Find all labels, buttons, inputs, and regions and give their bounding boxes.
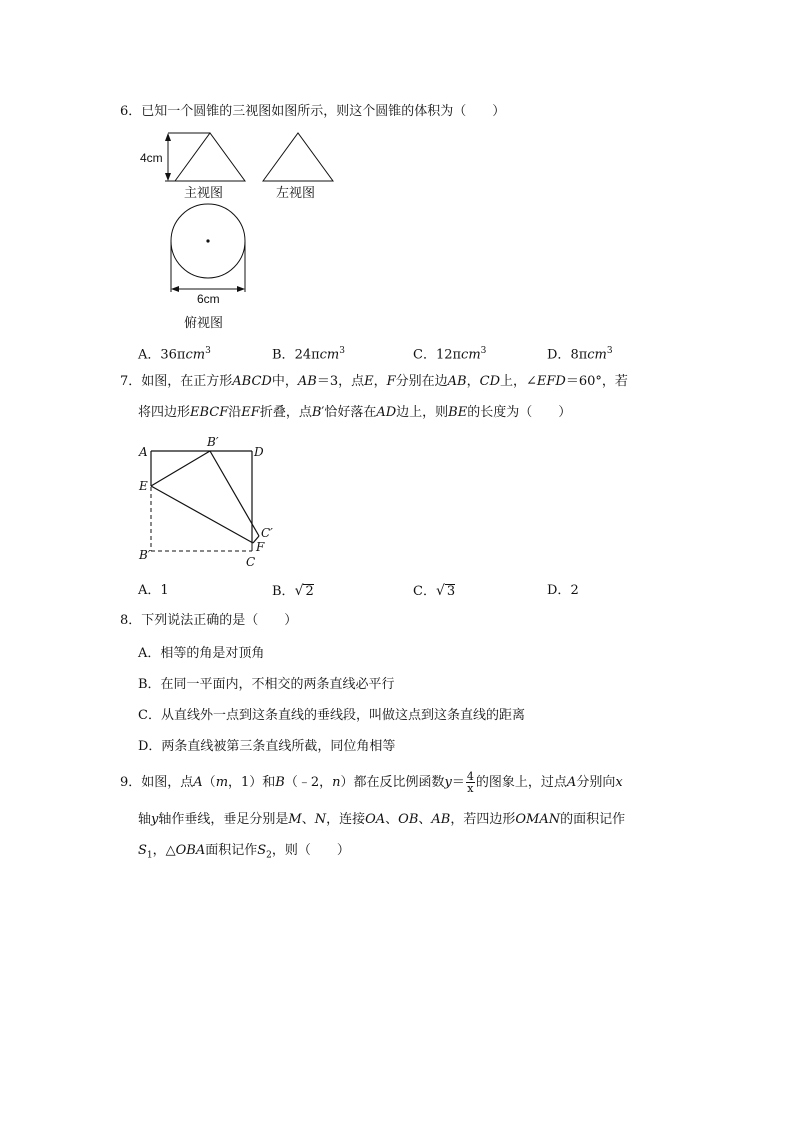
- option-value: 2: [570, 583, 579, 598]
- q9-text: ，若四边形: [450, 812, 516, 827]
- q9-var: B: [275, 775, 285, 790]
- q9-text: 的面积记作: [560, 812, 626, 827]
- q8-option-a[interactable]: A．相等的角是对顶角: [138, 646, 265, 661]
- q8-stem: 8．下列说法正确的是（ ）: [120, 613, 298, 628]
- option-unit: cm: [461, 347, 481, 363]
- option-unit: cm: [185, 347, 206, 363]
- option-letter: C．: [413, 584, 436, 599]
- option-value: 2: [305, 584, 314, 599]
- q9-text: 面积记作: [205, 843, 258, 858]
- q8-option-c[interactable]: C．从直线外一点到这条直线的垂线段，叫做这点到这条直线的距离: [138, 708, 525, 723]
- height-arrow-up: [165, 133, 171, 141]
- point-label-a: A: [139, 445, 148, 459]
- q9-var: OBA: [175, 843, 206, 858]
- q9-text: ，则（ ）: [271, 843, 350, 858]
- q7-option-b[interactable]: [272, 582, 314, 601]
- q9-text: ，连接: [326, 812, 366, 827]
- q9-text: （﹣2，: [284, 775, 333, 790]
- q7-text: 折叠，点: [259, 405, 312, 420]
- option-value: 8π: [570, 347, 588, 363]
- option-letter: D．: [547, 583, 571, 598]
- point-label-f: F: [256, 540, 265, 554]
- option-letter: A．: [138, 347, 161, 363]
- edge-EB-prime: [151, 451, 210, 486]
- height-arrow-down: [165, 173, 171, 181]
- q9-var: x: [615, 775, 623, 790]
- q6-option-a[interactable]: [138, 342, 211, 364]
- q7-text: ＝60°，若: [565, 374, 628, 389]
- fraction-numerator: 4: [466, 770, 474, 783]
- front-view-triangle: [175, 133, 245, 181]
- width-arrow-right: [237, 286, 245, 292]
- option-value: 1: [160, 583, 169, 598]
- q9-var: S: [257, 843, 267, 858]
- q9-var: OA: [365, 812, 386, 827]
- q7-text: 将四边形: [138, 405, 191, 420]
- q7-var: EF: [241, 405, 260, 420]
- q7-var: B: [311, 405, 322, 420]
- q9-var: OB: [398, 812, 419, 827]
- q6-stem: 6．已知一个圆锥的三视图如图所示，则这个圆锥的体积为（ ）: [120, 104, 506, 119]
- q9-text: 的图象上，过点: [475, 775, 567, 790]
- point-label-d: D: [254, 445, 264, 459]
- option-letter: C．: [413, 347, 436, 363]
- q7-var: EFD: [536, 374, 566, 389]
- q6-option-b[interactable]: [272, 342, 345, 364]
- q7-var: E: [364, 374, 374, 389]
- q9-var: m: [215, 775, 229, 790]
- option-value: 36π: [160, 347, 186, 363]
- q9-text: 、: [301, 812, 315, 827]
- q9-var: n: [332, 775, 341, 790]
- q7-text: ，: [466, 374, 480, 389]
- top-view-caption: 俯视图: [184, 316, 224, 331]
- left-view-caption: 左视图: [276, 186, 316, 201]
- q9-var: y: [444, 775, 452, 790]
- q9-stem-line2: [138, 811, 625, 829]
- q9-stem-line1: [120, 771, 623, 795]
- option-value: 3: [446, 584, 456, 599]
- option-exp: 3: [606, 346, 613, 356]
- q7-var: F: [386, 374, 396, 389]
- point-label-e: E: [139, 479, 148, 493]
- option-letter: D．: [547, 347, 571, 363]
- q9-text: 轴作垂线，垂足分别是: [158, 812, 289, 827]
- sqrt-sign-icon: √: [294, 583, 304, 599]
- q7-stem-line1: [120, 373, 628, 391]
- fraction: [466, 771, 475, 794]
- q7-text: 的长度为（ ）: [467, 405, 572, 420]
- q7-var: ABCD: [232, 374, 272, 389]
- q7-var: AB: [297, 374, 317, 389]
- q9-text: 分别向: [576, 775, 616, 790]
- point-label-c: C: [246, 555, 256, 569]
- q9-text: ，1）和: [228, 775, 276, 790]
- option-unit: cm: [587, 347, 607, 363]
- q9-text: 、: [385, 812, 399, 827]
- q9-text: ＝: [451, 775, 465, 790]
- width-arrow-left: [171, 286, 179, 292]
- q9-var: AB: [431, 812, 451, 827]
- q9-var: M: [288, 812, 302, 827]
- q7-var: AB: [447, 374, 467, 389]
- q7-text: ′恰好落在: [321, 405, 377, 420]
- q9-text: （: [202, 775, 216, 790]
- q9-stem-line3: [138, 842, 350, 865]
- option-unit: cm: [319, 347, 340, 363]
- option-letter: B．: [272, 347, 295, 363]
- q6-option-d[interactable]: [547, 342, 613, 364]
- q7-text: 中，: [271, 374, 298, 389]
- q7-text: 边上，则: [396, 405, 449, 420]
- option-letter: A．: [138, 583, 161, 598]
- option-value: 24π: [294, 347, 320, 363]
- q7-var: BE: [448, 405, 468, 420]
- option-exp: 3: [480, 346, 487, 356]
- q8-option-d[interactable]: D．两条直线被第三条直线所截，同位角相等: [138, 739, 396, 754]
- width-label: 6cm: [197, 292, 220, 306]
- q7-text: 分别在边: [395, 374, 448, 389]
- point-label-b-prime-bottom: B′: [139, 548, 151, 562]
- q9-var: A: [193, 775, 203, 790]
- q7-option-a[interactable]: [138, 582, 169, 600]
- q7-text: ，: [373, 374, 387, 389]
- left-view-triangle: [263, 133, 333, 181]
- q7-var: AD: [376, 405, 397, 420]
- q7-var: EBCF: [190, 405, 229, 420]
- q9-text: ）都在反比例函数: [340, 775, 445, 790]
- option-exp: 3: [339, 346, 345, 356]
- fraction-denominator: x: [467, 782, 474, 795]
- q9-var: OMAN: [515, 812, 561, 827]
- q7-text: 沿: [228, 405, 242, 420]
- q7-option-d[interactable]: [547, 582, 579, 600]
- option-value: 12π: [435, 347, 462, 363]
- q9-text: 轴: [138, 812, 152, 827]
- q8-option-b[interactable]: B．在同一平面内，不相交的两条直线必平行: [138, 677, 395, 692]
- q9-text: 9．如图，点: [120, 775, 194, 790]
- q7-text: 上，∠: [500, 374, 537, 389]
- q9-text: 、: [418, 812, 432, 827]
- sqrt-sign-icon: √: [435, 583, 445, 599]
- front-view-caption: 主视图: [184, 186, 224, 201]
- option-exp: 3: [205, 346, 211, 356]
- top-view-center-dot: [206, 239, 209, 242]
- q7-option-c[interactable]: [413, 582, 455, 601]
- q9-var: N: [314, 812, 327, 827]
- point-label-b-prime-top: B′: [207, 435, 219, 449]
- q9-var: y: [151, 812, 159, 827]
- q7-text: ＝3，点: [316, 374, 365, 389]
- fold-line-EF: [151, 486, 253, 543]
- q7-text: 7．如图，在正方形: [120, 374, 233, 389]
- height-label: 4cm: [140, 151, 163, 165]
- q6-option-c[interactable]: [413, 342, 486, 364]
- q9-var: A: [566, 775, 577, 790]
- option-letter: B．: [272, 584, 295, 599]
- q9-text: ，△: [152, 843, 176, 858]
- q9-subscript: 2: [266, 850, 272, 861]
- q9-subscript: 1: [146, 850, 153, 861]
- q7-stem-line2: [138, 404, 571, 422]
- q9-var: S: [138, 843, 147, 858]
- q7-var: CD: [479, 374, 500, 389]
- point-label-c-prime: C′: [261, 526, 273, 540]
